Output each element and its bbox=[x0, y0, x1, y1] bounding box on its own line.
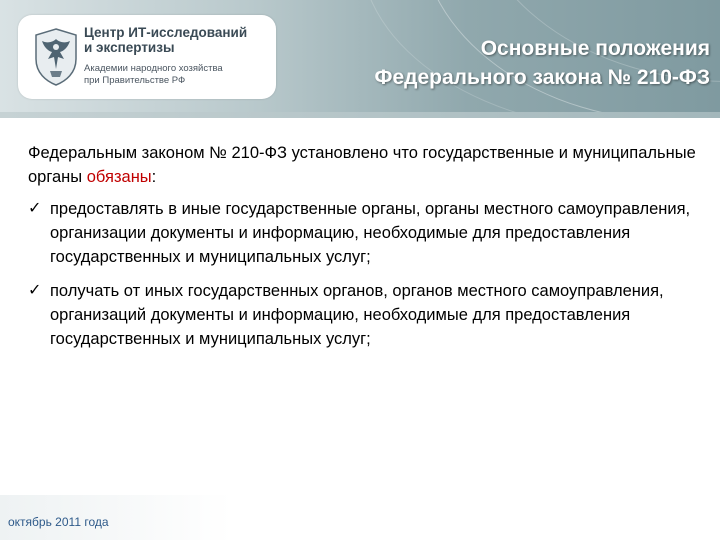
footer-date: октябрь 2011 года bbox=[8, 515, 109, 529]
logo-title bbox=[84, 25, 272, 55]
logo-subtitle-line: при Правительстве РФ bbox=[84, 75, 186, 86]
logo-title-line: Центр ИТ-исследований bbox=[84, 25, 248, 40]
list-item-text: предоставлять в иные государственные органы, органы местного самоуправления, организации документы и информацию, необходимые для предоставления государственных и муниципальных услуг; bbox=[50, 200, 691, 266]
header-band bbox=[0, 0, 720, 118]
logo-subtitle-line: Академии народного хозяйства bbox=[84, 63, 223, 74]
logo-title-line: и экспертизы bbox=[84, 40, 175, 55]
intro-paragraph bbox=[28, 141, 698, 189]
list-item bbox=[28, 197, 698, 269]
intro-colon: : bbox=[151, 168, 157, 186]
logo-subtitle bbox=[84, 63, 272, 87]
intro-accent-word: обязаны bbox=[86, 168, 152, 186]
checkmark-icon: ✓ bbox=[28, 282, 42, 299]
logo bbox=[18, 15, 276, 99]
eagle-emblem-icon bbox=[28, 25, 84, 89]
list-item-text: получать от иных государственных органов, органов местного самоуправления, организаций документы и информацию, необходимые для предоставления государственных и муниципальных услуг; bbox=[50, 282, 664, 348]
checkmark-icon: ✓ bbox=[28, 200, 42, 217]
footer-bar bbox=[0, 495, 232, 540]
slide-content bbox=[28, 141, 698, 361]
slide-title-line: Федерального закона № 210-ФЗ bbox=[374, 66, 710, 89]
intro-text: Федеральным законом № 210-ФЗ установлено что государственные и муниципальные органы bbox=[28, 144, 696, 186]
bullet-list bbox=[28, 197, 698, 351]
header-stripe bbox=[0, 112, 720, 118]
slide-title-line: Основные положения bbox=[480, 37, 710, 60]
list-item bbox=[28, 279, 698, 351]
slide-title bbox=[290, 34, 710, 92]
